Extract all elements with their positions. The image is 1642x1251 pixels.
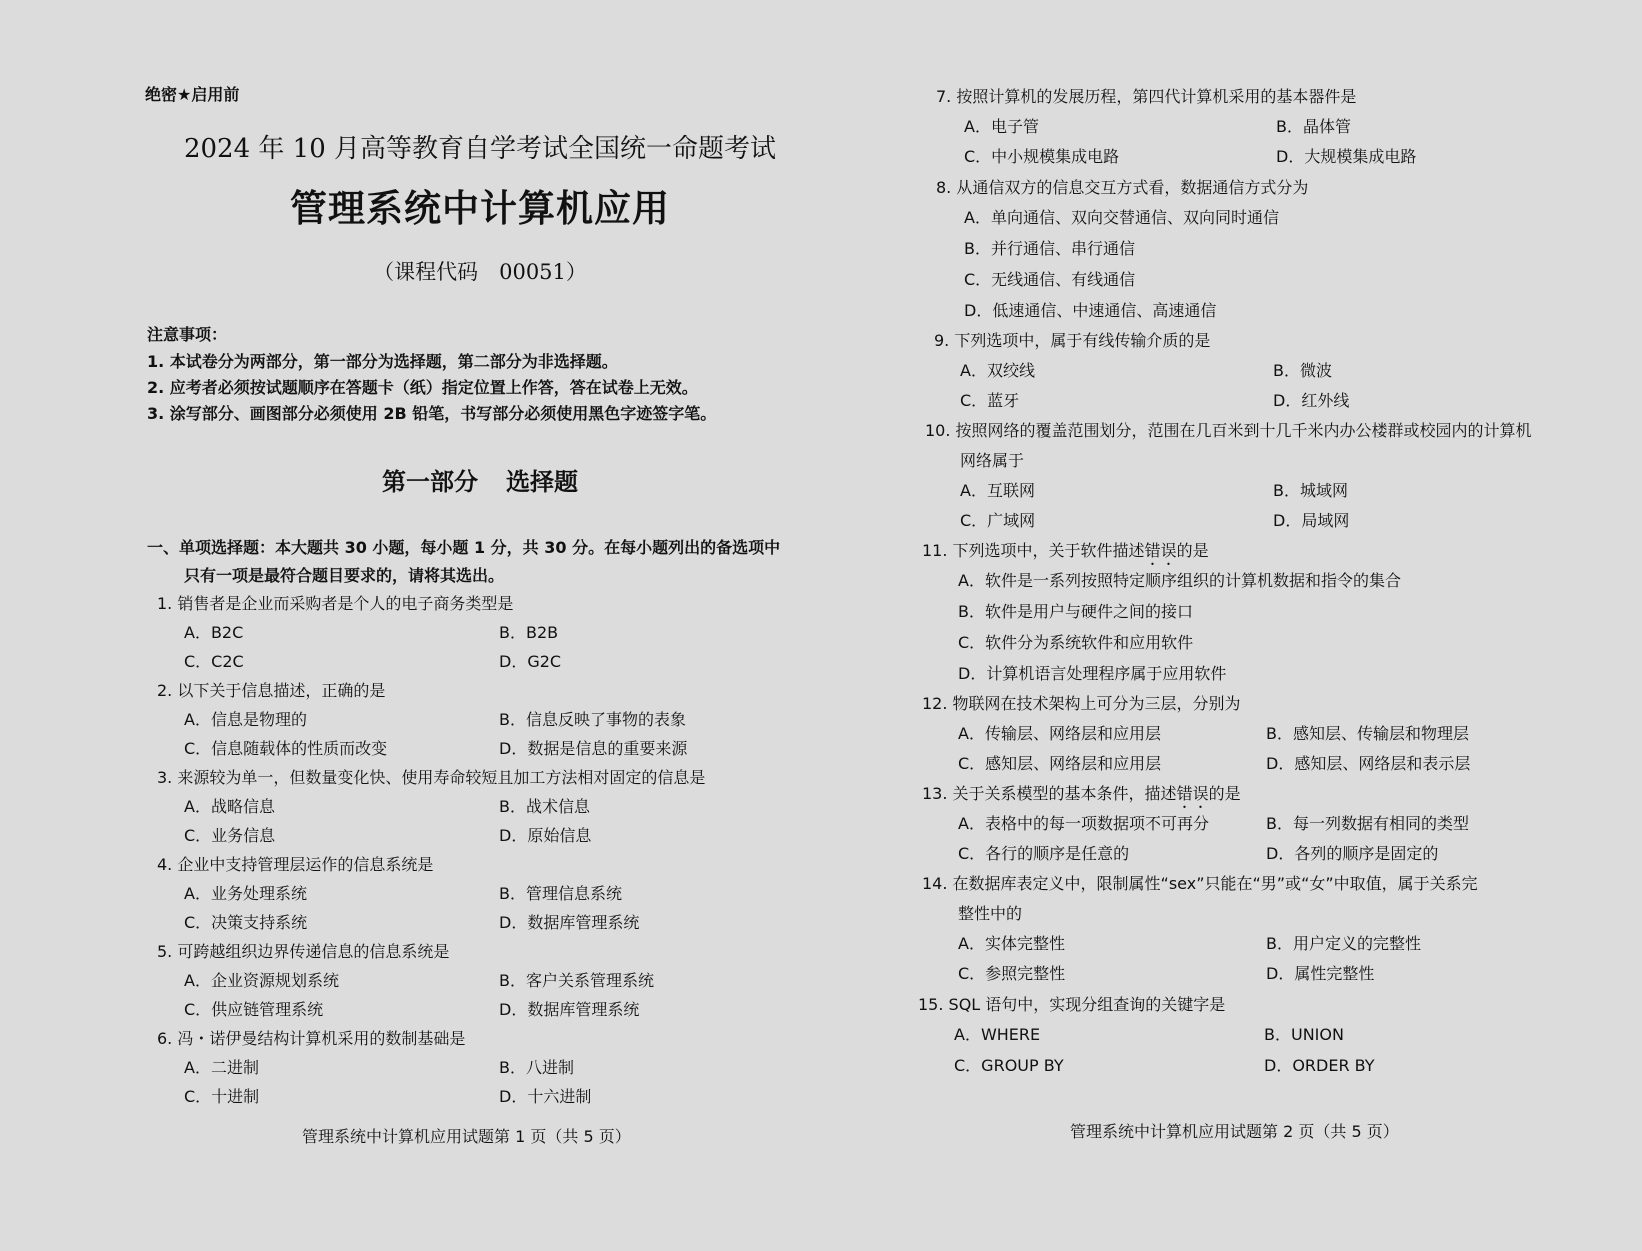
- emphasis-wrong: 错误: [1176, 784, 1209, 803]
- question-8: 8. 从通信双方的信息交互方式看，数据通信方式分为: [936, 178, 1309, 197]
- section-instructions-2: 只有一项是最符合题目要求的，请将其选出。: [184, 566, 505, 585]
- question-1: 1. 销售者是企业而采购者是个人的电子商务类型是: [157, 594, 514, 613]
- option: D．数据库管理系统: [499, 913, 640, 932]
- option: C．中小规模集成电路: [964, 147, 1120, 166]
- option: A．互联网: [960, 481, 1035, 500]
- option: C．供应链管理系统: [184, 1000, 324, 1019]
- option: B．感知层、传输层和物理层: [1266, 724, 1469, 743]
- subject-title: 管理系统中计算机应用: [290, 186, 670, 230]
- part-title-a: 第一部分: [382, 467, 478, 496]
- question-13: 13. 关于关系模型的基本条件，描述错误的是: [922, 784, 1241, 803]
- option: B．城域网: [1273, 481, 1348, 500]
- option: A．表格中的每一项数据项不可再分: [958, 814, 1209, 833]
- option: C．业务信息: [184, 826, 276, 845]
- option: B．B2B: [499, 623, 559, 642]
- option: A．软件是一系列按照特定顺序组织的计算机数据和指令的集合: [958, 571, 1401, 590]
- option: D．计算机语言处理程序属于应用软件: [958, 664, 1227, 683]
- secret-mark: 绝密★启用前: [145, 85, 240, 104]
- question-7: 7. 按照计算机的发展历程，第四代计算机采用的基本器件是: [936, 87, 1357, 106]
- notice-item: 1. 本试卷分为两部分，第一部分为选择题，第二部分为非选择题。: [147, 352, 618, 371]
- question-11: 11. 下列选项中，关于软件描述错误的是: [922, 541, 1209, 560]
- option: B．八进制: [499, 1058, 574, 1077]
- option: C．C2C: [184, 652, 244, 671]
- option: B．晶体管: [1276, 117, 1351, 136]
- option: D．大规模集成电路: [1276, 147, 1417, 166]
- option: C．蓝牙: [960, 391, 1020, 410]
- option: C．GROUP BY: [954, 1056, 1064, 1075]
- question-4: 4. 企业中支持管理层运作的信息系统是: [157, 855, 434, 874]
- option: A．WHERE: [954, 1025, 1041, 1044]
- option: D．十六进制: [499, 1087, 592, 1106]
- option: D．数据是信息的重要来源: [499, 739, 688, 758]
- option: A．单向通信、双向交替通信、双向同时通信: [964, 208, 1279, 227]
- question-15: 15. SQL 语句中，实现分组查询的关键字是: [918, 995, 1226, 1014]
- option: C．无线通信、有线通信: [964, 270, 1136, 289]
- option: D．G2C: [499, 652, 562, 671]
- question-9: 9. 下列选项中，属于有线传输介质的是: [934, 331, 1211, 350]
- option: C．软件分为系统软件和应用软件: [958, 633, 1194, 652]
- question-14: 14. 在数据库表定义中，限制属性“sex”只能在“男”或“女”中取值，属于关系完: [922, 874, 1478, 893]
- option: C．感知层、网络层和应用层: [958, 754, 1162, 773]
- question-10-cont: 网络属于: [960, 451, 1025, 470]
- question-3: 3. 来源较为单一，但数量变化快、使用寿命较短且加工方法相对固定的信息是: [157, 768, 706, 787]
- option: B．每一列数据有相同的类型: [1266, 814, 1469, 833]
- option: D．ORDER BY: [1264, 1056, 1375, 1075]
- question-2: 2. 以下关于信息描述，正确的是: [157, 681, 386, 700]
- option: A．战略信息: [184, 797, 275, 816]
- part-title: [0, 462, 960, 497]
- question-6: 6. 冯・诺伊曼结构计算机采用的数制基础是: [157, 1029, 466, 1048]
- option: D．局域网: [1273, 511, 1350, 530]
- option: A．业务处理系统: [184, 884, 307, 903]
- option: B．用户定义的完整性: [1266, 934, 1421, 953]
- option: C．广域网: [960, 511, 1036, 530]
- page-footer-2: 管理系统中计算机应用试题第 2 页（共 5 页）: [1070, 1122, 1399, 1141]
- exam-title: 2024 年 10 月高等教育自学考试全国统一命题考试: [183, 134, 777, 164]
- option: A．电子管: [964, 117, 1039, 136]
- page-footer-1: 管理系统中计算机应用试题第 1 页（共 5 页）: [302, 1127, 631, 1146]
- option: D．数据库管理系统: [499, 1000, 640, 1019]
- emphasis-wrong: 错误: [1144, 541, 1177, 560]
- option: A．双绞线: [960, 361, 1035, 380]
- option: A．信息是物理的: [184, 710, 307, 729]
- notice-item: 2. 应考者必须按试题顺序在答题卡（纸）指定位置上作答，答在试卷上无效。: [147, 378, 698, 397]
- question-12: 12. 物联网在技术架构上可分为三层，分别为: [922, 694, 1241, 713]
- option: C．参照完整性: [958, 964, 1066, 983]
- option: A．传输层、网络层和应用层: [958, 724, 1161, 743]
- notice-item: 3. 涂写部分、画图部分必须使用 2B 铅笔，书写部分必须使用黑色字迹签字笔。: [147, 404, 717, 423]
- option: B．战术信息: [499, 797, 590, 816]
- option: D．感知层、网络层和表示层: [1266, 754, 1471, 773]
- option: B．UNION: [1264, 1025, 1344, 1044]
- question-10: 10. 按照网络的覆盖范围划分，范围在几百米到十几千米内办公楼群或校园内的计算机: [925, 421, 1532, 440]
- option: C．各行的顺序是任意的: [958, 844, 1130, 863]
- option: B．微波: [1273, 361, 1332, 380]
- option: A．企业资源规划系统: [184, 971, 339, 990]
- option: D．低速通信、中速通信、高速通信: [964, 301, 1217, 320]
- option: D．属性完整性: [1266, 964, 1375, 983]
- option: A．实体完整性: [958, 934, 1065, 953]
- option: B．信息反映了事物的表象: [499, 710, 686, 729]
- option: C．决策支持系统: [184, 913, 308, 932]
- option: B．并行通信、串行通信: [964, 239, 1135, 258]
- option: C．十进制: [184, 1087, 260, 1106]
- option: B．客户关系管理系统: [499, 971, 654, 990]
- option: D．原始信息: [499, 826, 592, 845]
- option: B．软件是用户与硬件之间的接口: [958, 602, 1193, 621]
- option: D．红外线: [1273, 391, 1350, 410]
- part-title-b: 选择题: [506, 467, 578, 496]
- option: A．B2C: [184, 623, 244, 642]
- notice-title: 注意事项：: [147, 325, 228, 344]
- question-14-cont: 整性中的: [958, 904, 1023, 923]
- question-5: 5. 可跨越组织边界传递信息的信息系统是: [157, 942, 450, 961]
- course-code: （课程代码 00051）: [373, 260, 587, 284]
- option: B．管理信息系统: [499, 884, 622, 903]
- option: C．信息随载体的性质而改变: [184, 739, 388, 758]
- option: D．各列的顺序是固定的: [1266, 844, 1439, 863]
- section-instructions: 一、单项选择题：本大题共 30 小题，每小题 1 分，共 30 分。在每小题列出的备选项中: [147, 538, 781, 557]
- option: A．二进制: [184, 1058, 259, 1077]
